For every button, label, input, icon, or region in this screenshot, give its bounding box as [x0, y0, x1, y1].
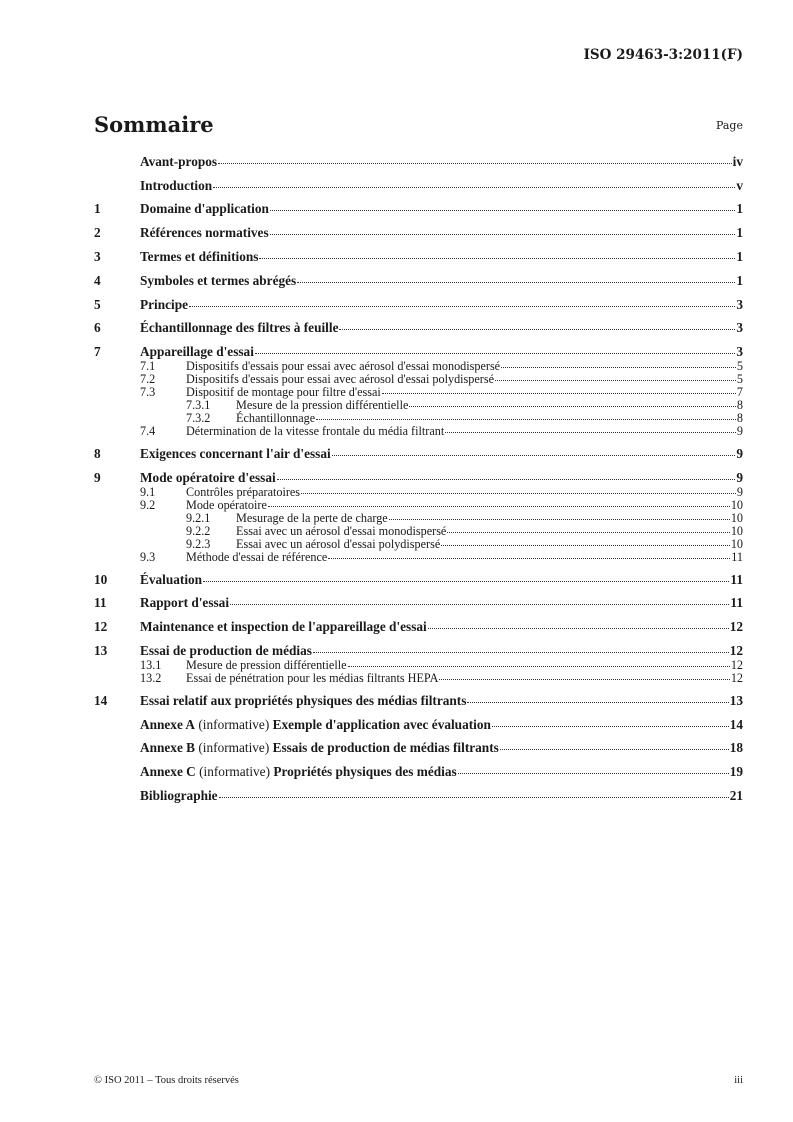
dot-leader [270, 234, 736, 235]
toc-entry-text: Essai relatif aux propriétés physiques des médias filtrants [140, 692, 467, 708]
dot-leader [316, 419, 736, 420]
toc-entry[interactable] [94, 154, 743, 170]
toc-entry[interactable] [94, 572, 743, 588]
dot-leader [439, 679, 729, 680]
toc-entry-text: Essais de production de médias filtrants [272, 740, 499, 756]
toc-entry-page: 14 [729, 716, 743, 732]
toc-entry-page: 1 [736, 225, 743, 241]
toc-entry-title [140, 249, 258, 265]
toc-entry-number: 7.1 [140, 359, 156, 374]
toc-entry-title [186, 551, 327, 564]
toc-entry[interactable] [94, 717, 743, 733]
toc-entry-page: v [736, 177, 743, 193]
toc-entry-text: Détermination de la vitesse frontale du média filtrant [186, 424, 445, 439]
dot-leader [348, 666, 730, 667]
toc-entry-title [140, 320, 338, 336]
dot-leader [301, 493, 736, 494]
dot-leader [445, 432, 736, 433]
dot-leader [467, 702, 728, 703]
toc-entry-page: 12 [729, 642, 743, 658]
toc-entry-number: 12 [94, 619, 108, 635]
toc-entry-text: Évaluation [140, 571, 203, 587]
toc-entry-page: 21 [729, 787, 743, 803]
toc-entry-page: 8 [736, 398, 743, 413]
toc-entry-text: Échantillonnage [236, 411, 316, 426]
dot-leader [219, 797, 729, 798]
toc-entry-page: 1 [736, 272, 743, 288]
toc-entry-text: Mesure de pression différentielle [186, 657, 347, 672]
dot-leader [339, 329, 735, 330]
toc-entry-text: Appareillage d'essai [140, 344, 254, 360]
toc-entry-number: 8 [94, 445, 101, 461]
toc-entry[interactable] [94, 201, 743, 217]
toc-entry-number: 6 [94, 320, 101, 336]
dot-leader [203, 581, 729, 582]
toc-entry-number: 13.1 [140, 657, 162, 672]
annex-label: Annexe A [140, 716, 196, 732]
toc-entry[interactable] [94, 595, 743, 611]
footer-page-number: iii [734, 1075, 743, 1086]
toc-entry-title [140, 717, 491, 733]
toc-entry-title [140, 619, 427, 635]
toc-entry[interactable] [94, 446, 743, 462]
toc-entry-title [140, 297, 188, 313]
document-reference: ISO 29463-3:2011(F) [583, 47, 743, 63]
toc-entry-number: 2 [94, 225, 101, 241]
toc-entry-title [140, 788, 218, 804]
toc-entry-text: Références normatives [140, 225, 269, 241]
toc-entry-title [140, 693, 466, 709]
toc-entry-title [140, 572, 202, 588]
toc-entry-number: 7.3 [140, 385, 156, 400]
toc-entry-page: 11 [731, 549, 743, 564]
toc-entry-text: Propriétés physiques des médias [273, 764, 457, 780]
toc-entry-page: 9 [736, 424, 743, 439]
dot-leader [313, 652, 729, 653]
toc-entry-title [186, 672, 438, 685]
toc-entry-text: Essai avec un aérosol d'essai polydispersé [236, 536, 441, 551]
toc-entry-number: 14 [94, 692, 108, 708]
toc-header [94, 112, 743, 142]
dot-leader [492, 726, 729, 727]
toc-entry[interactable] [94, 249, 743, 265]
toc-entry-title [140, 643, 312, 659]
page-title: Sommaire [94, 112, 214, 137]
toc-entry-number: 9.2.1 [186, 510, 211, 525]
dot-leader [500, 749, 729, 750]
footer-copyright: © ISO 2011 – Tous droits réservés [94, 1075, 239, 1086]
toc-entry-title [140, 470, 276, 486]
dot-leader [332, 455, 736, 456]
toc-entry-page: 12 [729, 619, 743, 635]
toc-entry-text: Maintenance et inspection de l'appareillage d'essai [140, 619, 427, 635]
toc-entry-page: iv [732, 153, 743, 169]
toc-entry-text: Essai de production de médias [140, 642, 312, 658]
toc-entry-number: 9 [94, 469, 101, 485]
table-of-contents [94, 146, 743, 804]
toc-entry-text: Méthode d'essai de référence [186, 549, 328, 564]
toc-entry-text: Bibliographie [140, 787, 218, 803]
toc-entry-page: 9 [736, 445, 743, 461]
dot-leader [255, 353, 735, 354]
toc-entry-page: 10 [730, 497, 743, 512]
toc-entry[interactable] [94, 225, 743, 241]
toc-entry-text: Contrôles préparatoires [186, 484, 301, 499]
toc-entry[interactable] [94, 672, 743, 685]
toc-entry-text: Échantillonnage des filtres à feuille [140, 320, 339, 336]
toc-entry[interactable] [94, 788, 743, 804]
toc-entry-text: Mode opératoire d'essai [140, 469, 276, 485]
dot-leader [328, 558, 730, 559]
toc-entry-page: 11 [730, 571, 743, 587]
dot-leader [297, 282, 735, 283]
dot-leader [495, 380, 736, 381]
toc-entry[interactable] [94, 499, 743, 512]
toc-entry-number: 9.2.3 [186, 536, 211, 551]
toc-entry-page: 8 [736, 411, 743, 426]
toc-entry-page: 12 [730, 670, 743, 685]
annex-type: (informative) [195, 716, 273, 732]
toc-entry-text: Mesurage de la perte de charge [236, 510, 388, 525]
toc-entry[interactable] [94, 551, 743, 564]
toc-entry-page: 5 [736, 359, 743, 374]
toc-entry-number: 7.2 [140, 372, 156, 387]
dot-leader [268, 506, 730, 507]
annex-type: (informative) [195, 764, 274, 780]
dot-leader [409, 406, 736, 407]
toc-entry-text: Mode opératoire [186, 497, 267, 512]
dot-leader [218, 163, 732, 164]
toc-entry-title [140, 740, 499, 756]
toc-entry-page: 10 [730, 510, 743, 525]
toc-entry-page: 5 [736, 372, 743, 387]
toc-entry[interactable] [94, 425, 743, 438]
toc-entry-number: 11 [94, 595, 107, 611]
toc-entry-number: 7.3.2 [186, 411, 211, 426]
toc-entry-text: Principe [140, 296, 189, 312]
toc-entry-number: 10 [94, 571, 108, 587]
dot-leader [277, 479, 736, 480]
annex-type: (informative) [195, 740, 273, 756]
toc-entry-title [140, 201, 269, 217]
dot-leader [458, 773, 729, 774]
toc-entry-title [140, 273, 296, 289]
toc-entry-text: Dispositif de montage pour filtre d'essai [186, 385, 381, 400]
toc-entry-text: Essai de pénétration pour les médias filtrants HEPA [186, 670, 439, 685]
toc-entry[interactable] [94, 764, 743, 780]
toc-entry-page: 1 [736, 248, 743, 264]
toc-entry[interactable] [94, 344, 743, 360]
toc-entry-page: 3 [736, 344, 743, 360]
toc-entry-text: Exigences concernant l'air d'essai [140, 445, 331, 461]
page-column-label: Page [715, 119, 743, 132]
toc-entry-number: 4 [94, 272, 101, 288]
toc-entry-text: Exemple d'application avec évaluation [272, 716, 491, 732]
toc-entry-number: 9.3 [140, 549, 156, 564]
toc-entry[interactable] [94, 619, 743, 635]
toc-entry[interactable] [94, 320, 743, 336]
dot-leader [213, 187, 735, 188]
toc-entry[interactable] [94, 693, 743, 709]
toc-entry-number: 9.2.2 [186, 523, 211, 538]
dot-leader [428, 628, 729, 629]
toc-entry-number: 5 [94, 296, 101, 312]
toc-entry[interactable] [94, 178, 743, 194]
dot-leader [259, 258, 735, 259]
toc-entry-page: 13 [729, 692, 743, 708]
toc-entry-page: 9 [736, 484, 743, 499]
toc-entry[interactable] [94, 643, 743, 659]
dot-leader [382, 393, 736, 394]
dot-leader [441, 545, 730, 546]
toc-entry-text: Dispositifs d'essais pour essai avec aérosol d'essai polydispersé [186, 372, 495, 387]
toc-entry-title [140, 764, 457, 780]
toc-entry-title [140, 595, 229, 611]
toc-entry-text: Mesure de la pression différentielle [236, 398, 409, 413]
dot-leader [189, 306, 735, 307]
toc-entry-number: 7.4 [140, 424, 156, 439]
toc-entry-title [140, 225, 269, 241]
toc-entry-text: Termes et définitions [140, 248, 259, 264]
toc-entry[interactable] [94, 297, 743, 313]
toc-entry-page: 1 [736, 201, 743, 217]
toc-entry-page: 7 [736, 385, 743, 400]
toc-entry-page: 11 [730, 595, 743, 611]
toc-entry-page: 10 [730, 523, 743, 538]
dot-leader [447, 532, 729, 533]
toc-entry-text: Essai avec un aérosol d'essai monodispersé [236, 523, 447, 538]
toc-entry[interactable] [94, 273, 743, 289]
toc-entry-number: 13.2 [140, 670, 162, 685]
annex-label: Annexe C [140, 764, 196, 780]
dot-leader [389, 519, 730, 520]
annex-label: Annexe B [140, 740, 196, 756]
toc-entry[interactable] [94, 470, 743, 486]
toc-entry-text: Domaine d'application [140, 201, 269, 217]
toc-entry[interactable] [94, 740, 743, 756]
toc-entry-title [140, 446, 331, 462]
toc-entry-text: Rapport d'essai [140, 595, 230, 611]
dot-leader [230, 604, 729, 605]
toc-entry-number: 7 [94, 344, 101, 360]
toc-entry-page: 3 [736, 320, 743, 336]
toc-entry-page: 10 [730, 536, 743, 551]
toc-entry-page: 12 [730, 657, 743, 672]
toc-entry-title [186, 425, 444, 438]
toc-entry-title [140, 154, 217, 170]
toc-entry-number: 9.1 [140, 484, 156, 499]
dot-leader [270, 210, 735, 211]
toc-entry-text: Dispositifs d'essais pour essai avec aérosol d'essai monodispersé [186, 359, 501, 374]
toc-entry-number: 9.2 [140, 497, 156, 512]
toc-entry-text: Introduction [140, 177, 213, 193]
toc-entry-page: 3 [736, 296, 743, 312]
toc-entry-number: 13 [94, 642, 108, 658]
toc-entry-title [140, 344, 254, 360]
toc-entry-title [140, 178, 212, 194]
toc-entry-page: 19 [729, 764, 743, 780]
toc-entry-number: 3 [94, 248, 101, 264]
dot-leader [501, 367, 736, 368]
toc-entry-page: 9 [736, 469, 743, 485]
toc-entry-text: Avant-propos [140, 153, 218, 169]
toc-entry-text: Symboles et termes abrégés [140, 272, 297, 288]
toc-entry-page: 18 [729, 740, 743, 756]
toc-entry-number: 7.3.1 [186, 398, 211, 413]
toc-entry-number: 1 [94, 201, 101, 217]
